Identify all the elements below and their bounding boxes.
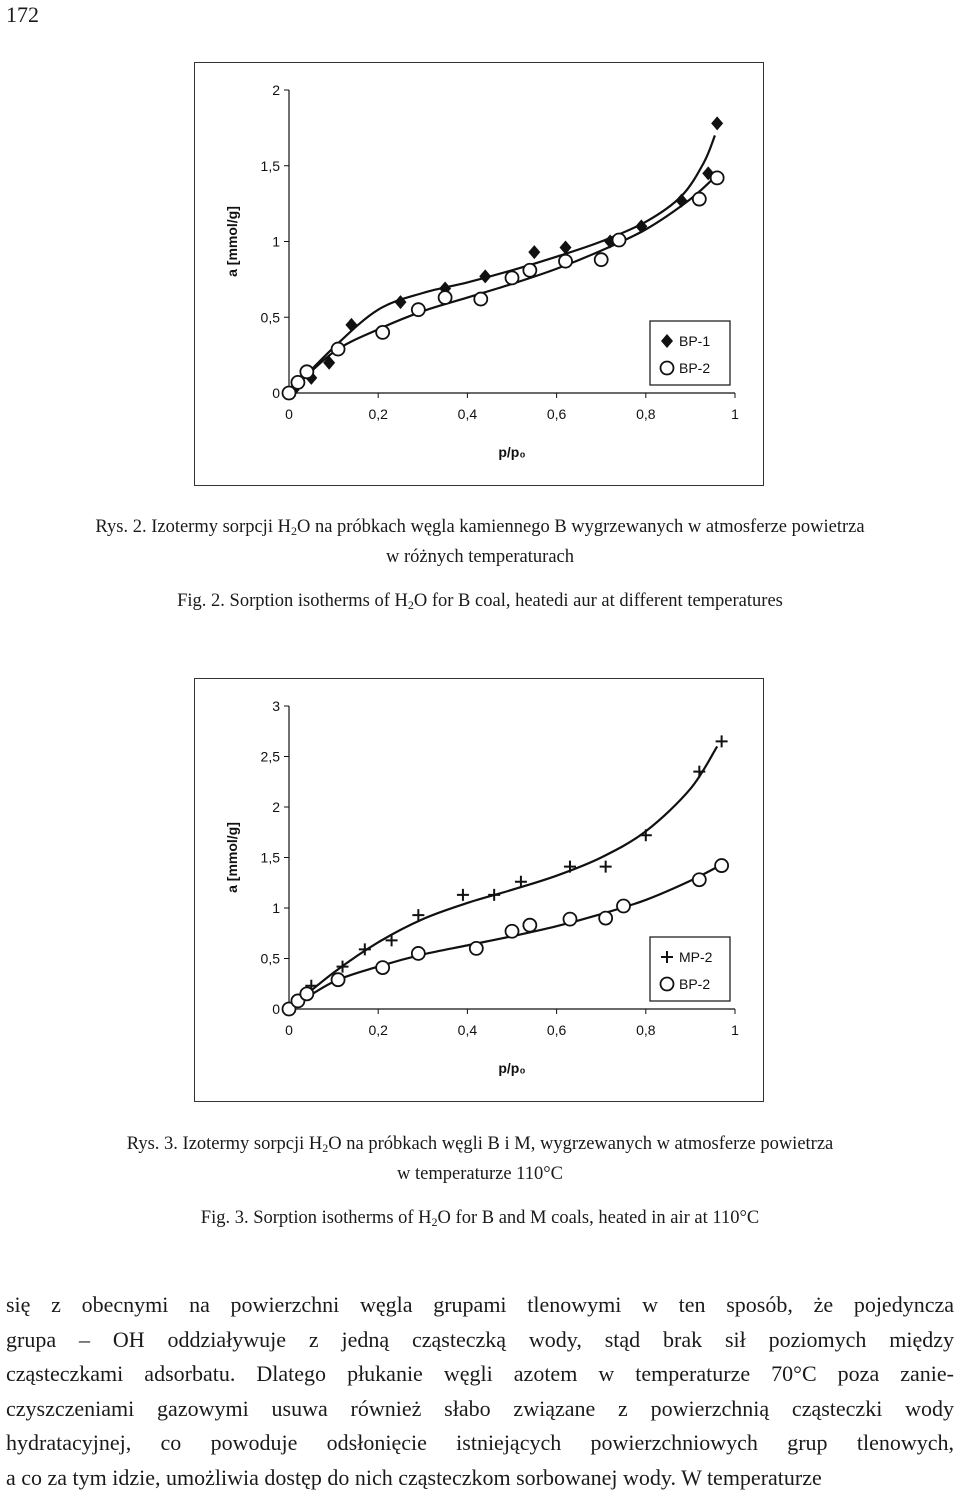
figure-2-caption-en-prefix: Fig. 2. Sorption isotherms of H bbox=[177, 591, 408, 611]
x-axis-title: p/p₀ bbox=[498, 444, 525, 460]
data-point-bp-2 bbox=[711, 171, 724, 184]
figure-3-caption-pl-line2: w temperaturze 110°C bbox=[397, 1164, 563, 1184]
figure-3-frame bbox=[194, 678, 764, 1102]
data-point-bp-2 bbox=[300, 987, 313, 1000]
figure-3-caption-pl-sub: 2 bbox=[322, 1141, 328, 1155]
figure-3-caption-en bbox=[0, 1205, 960, 1235]
body-paragraph bbox=[6, 1288, 954, 1495]
body-line: grupa – OH oddziaływuje z jedną cząsteczką wody, stąd brak sił poziomych między bbox=[6, 1323, 954, 1358]
data-point-mp-2 bbox=[640, 829, 652, 841]
body-line: cząsteczkami adsorbatu. Dlatego płukanie węgli azotem w temperaturze 70°C poza zanie- bbox=[6, 1357, 954, 1392]
figure-2-caption-en bbox=[0, 588, 960, 618]
legend-label-bp-2: BP-2 bbox=[679, 976, 710, 992]
data-point-bp-1 bbox=[711, 116, 723, 130]
body-line: a co za tym idzie, umożliwia dostęp do nich cząsteczkom sorbowanej wody. W temperaturze bbox=[6, 1461, 954, 1495]
data-point-bp-2 bbox=[693, 873, 706, 886]
x-tick-label: 1 bbox=[731, 1022, 739, 1038]
data-point-bp-2 bbox=[300, 365, 313, 378]
figure-2-caption-en-sub: 2 bbox=[408, 598, 414, 612]
figure-3-caption-en-sub: 2 bbox=[432, 1215, 438, 1229]
data-point-bp-2 bbox=[332, 973, 345, 986]
y-tick-label: 0,5 bbox=[261, 309, 281, 325]
data-point-bp-2 bbox=[506, 925, 519, 938]
body-line: się z obecnymi na powierzchni węgla grupami tlenowymi w ten sposób, że pojedyncza bbox=[6, 1288, 954, 1323]
data-point-bp-2 bbox=[715, 859, 728, 872]
data-point-bp-2 bbox=[376, 961, 389, 974]
y-tick-label: 3 bbox=[272, 698, 280, 714]
figure-3-caption-en-suffix: O for B and M coals, heated in air at 110°C bbox=[438, 1208, 760, 1228]
page-number: 172 bbox=[6, 2, 39, 28]
figure-2-caption-en-suffix: O for B coal, heatedi aur at different temperatures bbox=[414, 591, 783, 611]
y-tick-label: 0 bbox=[272, 385, 280, 401]
data-point-bp-2 bbox=[599, 912, 612, 925]
data-point-bp-2 bbox=[559, 255, 572, 268]
data-point-bp-2 bbox=[693, 193, 706, 206]
data-point-bp-2 bbox=[412, 303, 425, 316]
data-point-bp-2 bbox=[617, 899, 630, 912]
data-point-bp-2 bbox=[523, 919, 536, 932]
figure-2-frame bbox=[194, 62, 764, 486]
figure-3-caption-en-prefix: Fig. 3. Sorption isotherms of H bbox=[201, 1208, 432, 1228]
x-axis-title: p/p₀ bbox=[498, 1060, 525, 1076]
data-point-bp-2 bbox=[470, 942, 483, 955]
figure-2-caption-pl-sub: 2 bbox=[291, 524, 297, 538]
data-point-bp-2 bbox=[474, 293, 487, 306]
y-tick-label: 1 bbox=[272, 900, 280, 916]
y-tick-label: 1,5 bbox=[261, 850, 281, 866]
legend-label-bp-1: BP-1 bbox=[679, 333, 710, 349]
data-point-bp-2 bbox=[523, 264, 536, 277]
y-tick-label: 1 bbox=[272, 234, 280, 250]
data-point-bp-1 bbox=[675, 194, 687, 208]
figure-2-caption-pl-suffix: O na próbkach węgla kamiennego B wygrzewanych w atmosferze powietrza bbox=[297, 517, 865, 537]
data-point-bp-1 bbox=[345, 318, 357, 332]
x-tick-label: 0,4 bbox=[458, 406, 478, 422]
legend-marker-bp-2 bbox=[661, 978, 674, 991]
data-point-mp-2 bbox=[457, 889, 469, 901]
figure-3-caption-pl bbox=[0, 1131, 960, 1187]
body-line: czyszczeniami gazowymi usuwa również słabo związane z powierzchnią cząsteczki wody bbox=[6, 1392, 954, 1427]
data-point-bp-2 bbox=[283, 387, 296, 400]
y-tick-label: 0,5 bbox=[261, 951, 281, 967]
x-tick-label: 0,6 bbox=[547, 1022, 567, 1038]
data-point-mp-2 bbox=[693, 766, 705, 778]
figure-3-caption-pl-suffix: O na próbkach węgli B i M, wygrzewanych w atmosferze powietrza bbox=[328, 1134, 833, 1154]
figure-2-caption-pl-line2: w różnych temperaturach bbox=[386, 547, 574, 567]
x-tick-label: 0 bbox=[285, 406, 293, 422]
y-axis-title: a [mmol/g] bbox=[224, 206, 240, 277]
data-point-mp-2 bbox=[488, 889, 500, 901]
y-tick-label: 2 bbox=[272, 82, 280, 98]
data-point-bp-2 bbox=[563, 913, 576, 926]
body-line: hydratacyjnej, co powoduje odsłonięcie istniejących powierzchniowych grup tlenowych, bbox=[6, 1426, 954, 1461]
data-point-bp-1 bbox=[479, 269, 491, 283]
figure-2-caption-pl bbox=[0, 514, 960, 570]
legend-label-mp-2: MP-2 bbox=[679, 949, 713, 965]
data-point-bp-2 bbox=[439, 291, 452, 304]
figure-2-chart bbox=[195, 63, 763, 485]
legend bbox=[650, 937, 730, 1001]
data-point-bp-2 bbox=[506, 271, 519, 284]
x-tick-label: 0,8 bbox=[636, 406, 656, 422]
data-point-mp-2 bbox=[600, 861, 612, 873]
x-tick-label: 0,4 bbox=[458, 1022, 478, 1038]
legend bbox=[650, 321, 730, 385]
data-point-bp-1 bbox=[528, 245, 540, 259]
data-point-bp-2 bbox=[412, 947, 425, 960]
figure-3-caption-pl-prefix: Rys. 3. Izotermy sorpcji H bbox=[127, 1134, 323, 1154]
data-point-bp-2 bbox=[613, 233, 626, 246]
data-point-mp-2 bbox=[564, 861, 576, 873]
y-tick-label: 2 bbox=[272, 799, 280, 815]
y-tick-label: 0 bbox=[272, 1001, 280, 1017]
x-tick-label: 0,2 bbox=[368, 1022, 388, 1038]
data-point-bp-2 bbox=[332, 343, 345, 356]
x-tick-label: 0,2 bbox=[368, 406, 388, 422]
x-tick-label: 0,6 bbox=[547, 406, 567, 422]
data-point-mp-2 bbox=[716, 735, 728, 747]
legend-marker-bp-2 bbox=[661, 362, 674, 375]
data-point-bp-1 bbox=[395, 295, 407, 309]
x-tick-label: 1 bbox=[731, 406, 739, 422]
data-point-bp-2 bbox=[376, 326, 389, 339]
x-tick-label: 0,8 bbox=[636, 1022, 656, 1038]
figure-2-caption-pl-prefix: Rys. 2. Izotermy sorpcji H bbox=[95, 517, 291, 537]
figure-3-chart bbox=[195, 679, 763, 1101]
data-point-bp-2 bbox=[595, 253, 608, 266]
y-tick-label: 1,5 bbox=[261, 158, 281, 174]
y-axis-title: a [mmol/g] bbox=[224, 822, 240, 893]
y-tick-label: 2,5 bbox=[261, 749, 281, 765]
legend-label-bp-2: BP-2 bbox=[679, 360, 710, 376]
data-point-bp-2 bbox=[291, 376, 304, 389]
x-tick-label: 0 bbox=[285, 1022, 293, 1038]
